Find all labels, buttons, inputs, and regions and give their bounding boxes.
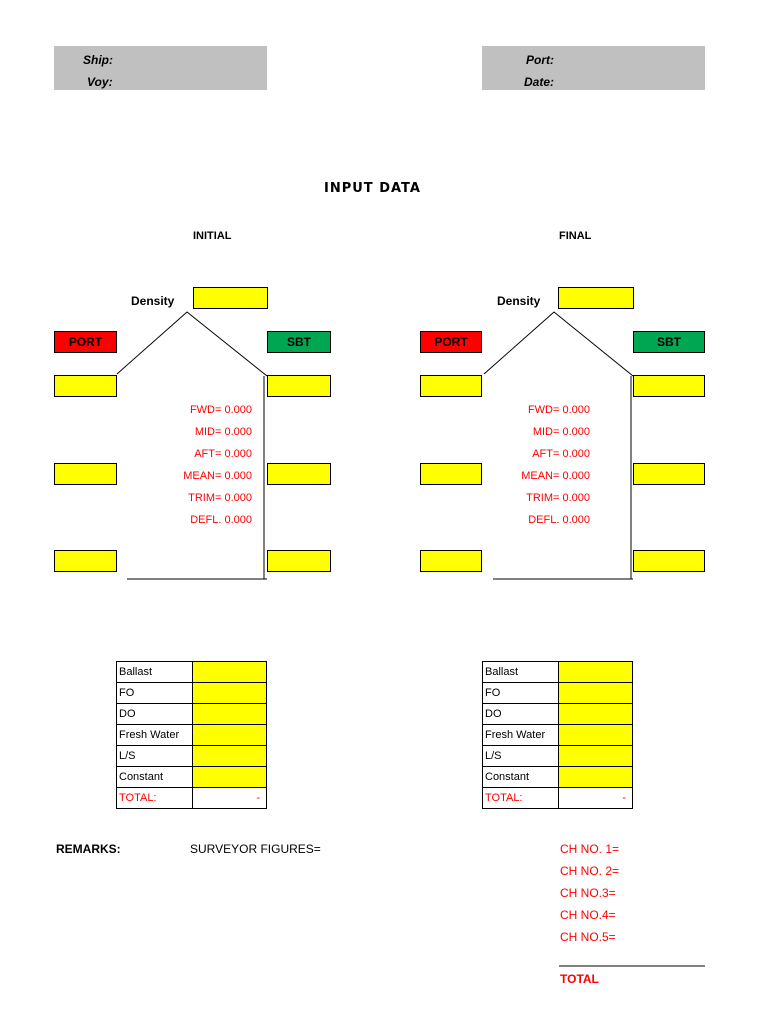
initial-aft: AFT= 0.000 [194, 448, 252, 460]
final-do-input[interactable] [559, 704, 633, 725]
initial-mean: MEAN= 0.000 [183, 470, 252, 482]
final-fwd: FWD= 0.000 [527, 404, 590, 416]
ch-no-3: CH NO.3= [560, 886, 616, 900]
final-port-aft-input[interactable] [420, 550, 482, 572]
initial-constant-label: Constant [117, 767, 193, 788]
final-sbt-aft-input[interactable] [633, 550, 705, 572]
final-aft: AFT= 0.000 [532, 448, 590, 460]
final-mid: MID= 0.000 [532, 426, 590, 438]
table-row [117, 683, 267, 704]
final-constant-label: Constant [483, 767, 559, 788]
initial-do-input[interactable] [193, 704, 267, 725]
ch-no-5: CH NO.5= [560, 930, 616, 944]
final-ls-label: L/S [483, 746, 559, 767]
initial-port-aft-input[interactable] [54, 550, 117, 572]
final-sbt-button[interactable]: SBT [633, 331, 705, 353]
initial-ballast-label: Ballast [117, 662, 193, 683]
table-row [483, 746, 633, 767]
final-ls-input[interactable] [559, 746, 633, 767]
surveyor-figures-label: SURVEYOR FIGURES= [190, 842, 321, 856]
initial-fo-input[interactable] [193, 683, 267, 704]
initial-trim: TRIM= 0.000 [188, 492, 252, 504]
final-mean: MEAN= 0.000 [521, 470, 590, 482]
initial-ls-label: L/S [117, 746, 193, 767]
final-ballast-input[interactable] [559, 662, 633, 683]
initial-density-label: Density [131, 294, 175, 308]
date-label: Date: [524, 75, 555, 89]
ch-no-1: CH NO. 1= [560, 842, 620, 856]
initial-sbt-button[interactable]: SBT [267, 331, 331, 353]
voy-label: Voy: [87, 75, 113, 89]
final-fw-input[interactable] [559, 725, 633, 746]
table-row [117, 704, 267, 725]
initial-sbt-mid-input[interactable] [267, 463, 331, 485]
page-title: INPUT DATA [324, 181, 421, 196]
final-ballast-label: Ballast [483, 662, 559, 683]
final-port-fwd-input[interactable] [420, 375, 482, 397]
initial-sbt-fwd-input[interactable] [267, 375, 331, 397]
initial-fwd: FWD= 0.000 [189, 404, 252, 416]
table-row [117, 788, 267, 809]
initial-do-label: DO [117, 704, 193, 725]
initial-cargo-table [116, 661, 267, 809]
final-density-input[interactable] [558, 287, 634, 309]
initial-total-value: - [193, 788, 267, 809]
final-total-value: - [559, 788, 633, 809]
initial-heading: INITIAL [193, 230, 232, 242]
final-do-label: DO [483, 704, 559, 725]
final-fo-label: FO [483, 683, 559, 704]
initial-ballast-input[interactable] [193, 662, 267, 683]
final-cargo-table [482, 661, 633, 809]
final-defl: DEFL. 0.000 [528, 514, 590, 526]
ship-label: Ship: [83, 53, 113, 67]
table-row [117, 767, 267, 788]
initial-sbt-aft-input[interactable] [267, 550, 331, 572]
ch-no-4: CH NO.4= [560, 908, 616, 922]
initial-port-mid-input[interactable] [54, 463, 117, 485]
final-heading: FINAL [559, 230, 592, 242]
initial-fw-label: Fresh Water [117, 725, 193, 746]
table-row [117, 662, 267, 683]
final-port-button[interactable]: PORT [420, 331, 482, 353]
final-fo-input[interactable] [559, 683, 633, 704]
initial-mid: MID= 0.000 [194, 426, 252, 438]
final-sbt-fwd-input[interactable] [633, 375, 705, 397]
final-constant-input[interactable] [559, 767, 633, 788]
initial-fo-label: FO [117, 683, 193, 704]
initial-defl: DEFL. 0.000 [190, 514, 252, 526]
initial-total-label: TOTAL: [117, 788, 193, 809]
table-row [117, 725, 267, 746]
table-row [483, 767, 633, 788]
table-row [483, 683, 633, 704]
initial-ls-input[interactable] [193, 746, 267, 767]
final-total-label: TOTAL: [483, 788, 559, 809]
table-row [483, 704, 633, 725]
table-row [117, 746, 267, 767]
final-sbt-mid-input[interactable] [633, 463, 705, 485]
ch-no-2: CH NO. 2= [560, 864, 620, 878]
initial-fw-input[interactable] [193, 725, 267, 746]
table-row [483, 662, 633, 683]
table-row [483, 725, 633, 746]
ch-total-label: TOTAL [560, 972, 599, 986]
table-row [483, 788, 633, 809]
final-fw-label: Fresh Water [483, 725, 559, 746]
final-trim: TRIM= 0.000 [526, 492, 590, 504]
final-density-label: Density [497, 294, 541, 308]
initial-port-button[interactable]: PORT [54, 331, 117, 353]
initial-port-fwd-input[interactable] [54, 375, 117, 397]
remarks-label: REMARKS: [56, 842, 121, 856]
port-label: Port: [526, 53, 554, 67]
initial-constant-input[interactable] [193, 767, 267, 788]
